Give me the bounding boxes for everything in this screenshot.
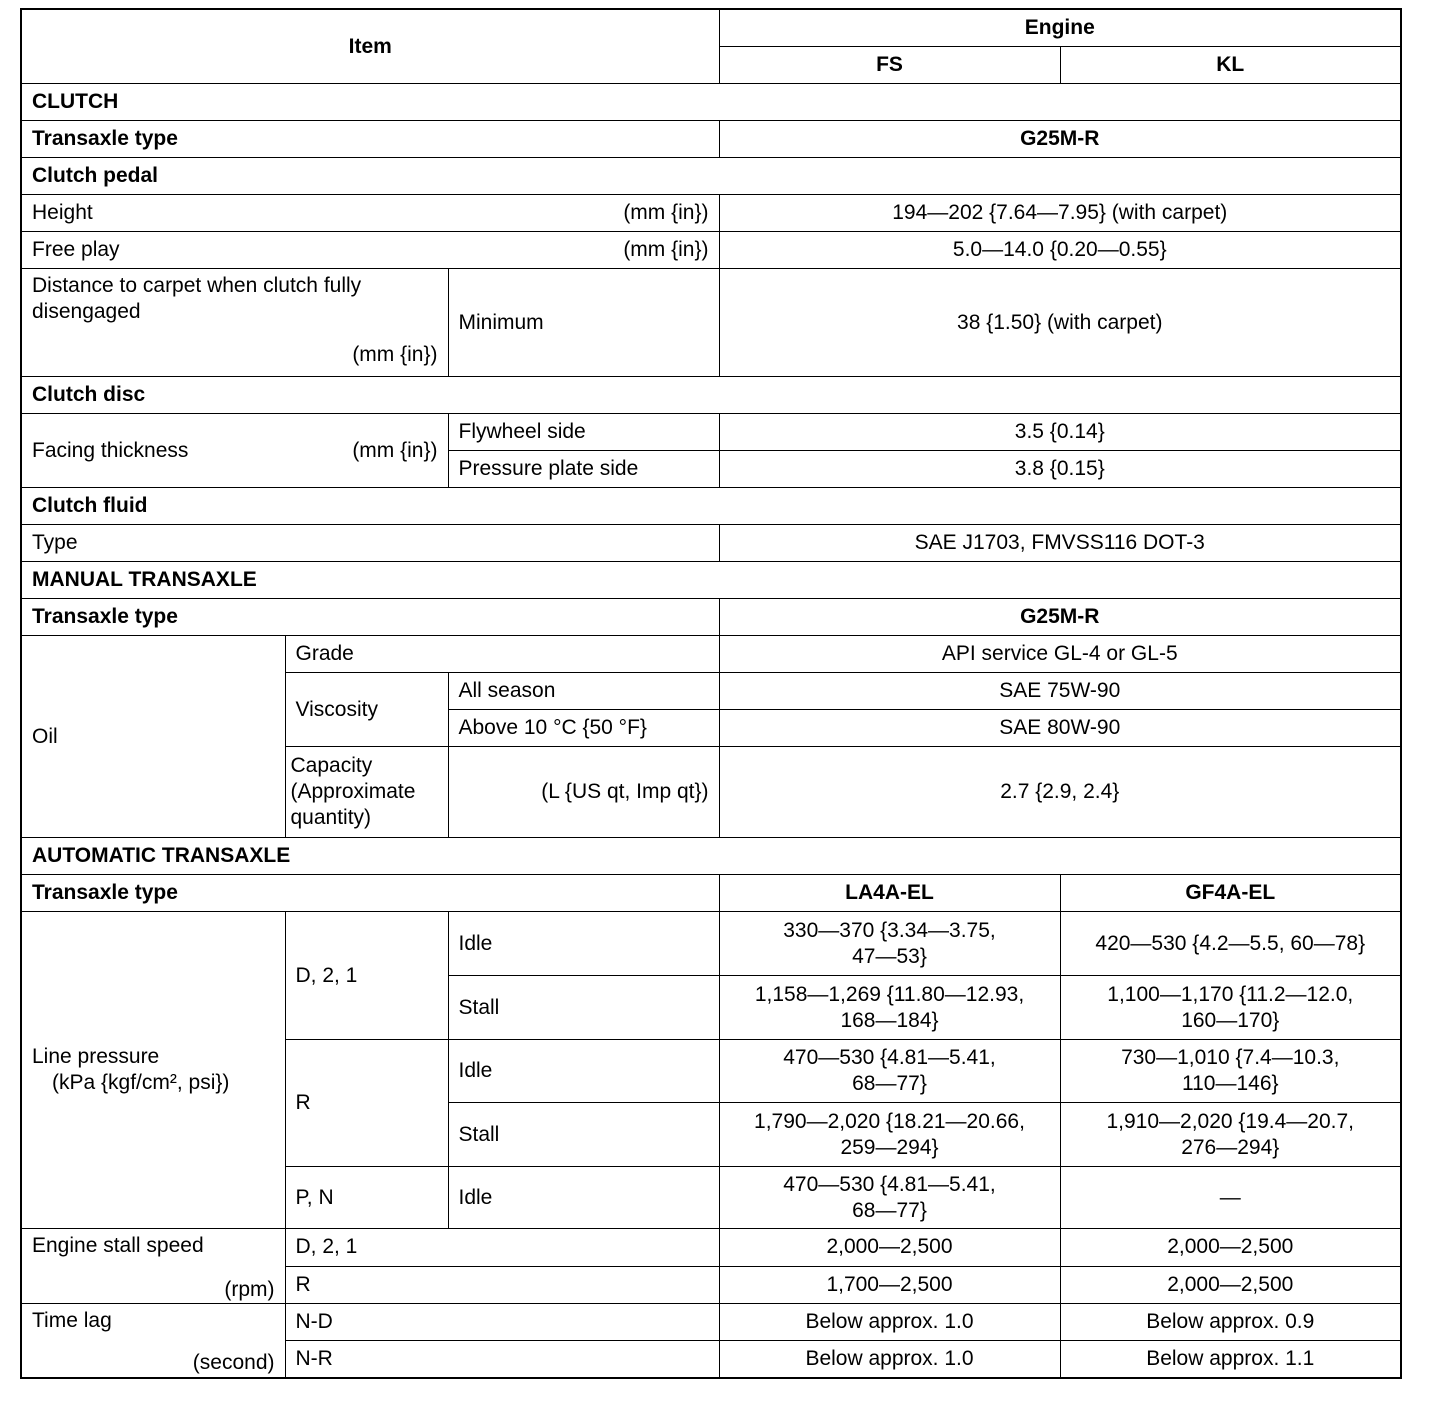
free-play-unit: (mm {in}) bbox=[623, 238, 709, 261]
manual-transaxle-type-label: Transaxle type bbox=[21, 599, 719, 636]
idle-label: Idle bbox=[448, 912, 719, 976]
clutch-pedal-heading: Clutch pedal bbox=[21, 158, 1401, 195]
nd-fs: Below approx. 1.0 bbox=[719, 1304, 1060, 1341]
stall-r-label: R bbox=[285, 1266, 719, 1304]
free-play-label: Free play bbox=[32, 238, 120, 261]
free-play-value: 5.0—14.0 {0.20—0.55} bbox=[719, 232, 1401, 269]
grade-label: Grade bbox=[285, 636, 719, 673]
time-lag-cell bbox=[21, 1304, 285, 1379]
distance-value: 38 {1.50} (with carpet) bbox=[719, 269, 1401, 377]
capacity-value: 2.7 {2.9, 2.4} bbox=[719, 747, 1401, 838]
d21-stall-fs: 1,158—1,269 {11.80—12.93, 168—184} bbox=[719, 976, 1060, 1040]
height-label: Height bbox=[32, 201, 93, 224]
pressure-plate-label: Pressure plate side bbox=[448, 451, 719, 488]
flywheel-side-value: 3.5 {0.14} bbox=[719, 414, 1401, 451]
idle-label: Idle bbox=[448, 1040, 719, 1103]
above-10c-label: Above 10 °C {50 °F} bbox=[448, 710, 719, 747]
manual-transaxle-type-value: G25M-R bbox=[719, 599, 1401, 636]
stall-d21-kl: 2,000—2,500 bbox=[1060, 1229, 1401, 1267]
time-lag-unit: (second) bbox=[192, 1351, 275, 1374]
d21-stall-kl: 1,100—1,170 {11.2—12.0, 160—170} bbox=[1060, 976, 1401, 1040]
item-header: Item bbox=[21, 9, 719, 84]
nd-kl: Below approx. 0.9 bbox=[1060, 1304, 1401, 1341]
clutch-fluid-heading: Clutch fluid bbox=[21, 488, 1401, 525]
transaxle-type-label: Transaxle type bbox=[21, 121, 719, 158]
stall-speed-label: Engine stall speed bbox=[32, 1234, 204, 1257]
fs-transaxle-type: LA4A-EL bbox=[719, 875, 1060, 912]
r-idle-kl: 730—1,010 {7.4—10.3, 110—146} bbox=[1060, 1040, 1401, 1103]
kl-header: KL bbox=[1060, 47, 1401, 84]
distance-label: Distance to carpet when clutch fully disengaged bbox=[32, 274, 362, 323]
stall-r-kl: 2,000—2,500 bbox=[1060, 1266, 1401, 1304]
facing-thickness-cell bbox=[21, 414, 448, 488]
stall-r-fs: 1,700—2,500 bbox=[719, 1266, 1060, 1304]
height-label-cell bbox=[21, 195, 719, 232]
stall-label: Stall bbox=[448, 1103, 719, 1167]
auto-transaxle-type-label: Transaxle type bbox=[21, 875, 719, 912]
oil-label: Oil bbox=[21, 636, 285, 838]
r-stall-kl: 1,910—2,020 {19.4—20.7, 276—294} bbox=[1060, 1103, 1401, 1167]
engine-header: Engine bbox=[719, 9, 1401, 47]
facing-unit: (mm {in}) bbox=[352, 438, 438, 462]
free-play-label-cell bbox=[21, 232, 719, 269]
r-idle-fs: 470—530 {4.81—5.41, 68—77} bbox=[719, 1040, 1060, 1103]
stall-d21-label: D, 2, 1 bbox=[285, 1229, 719, 1267]
pn-idle-fs: 470—530 {4.81—5.41, 68—77} bbox=[719, 1167, 1060, 1229]
section-clutch: CLUTCH bbox=[21, 84, 1401, 121]
facing-label: Facing thickness bbox=[32, 438, 189, 462]
line-pressure-cell bbox=[21, 912, 285, 1229]
line-pressure-unit: (kPa {kgf/cm², psi}) bbox=[52, 1071, 230, 1094]
flywheel-side-label: Flywheel side bbox=[448, 414, 719, 451]
nr-label: N-R bbox=[285, 1341, 719, 1379]
stall-speed-unit: (rpm) bbox=[224, 1278, 275, 1301]
height-value: 194—202 {7.64—7.95} (with carpet) bbox=[719, 195, 1401, 232]
grade-value: API service GL-4 or GL-5 bbox=[719, 636, 1401, 673]
fs-header: FS bbox=[719, 47, 1060, 84]
r-stall-fs: 1,790—2,020 {18.21—20.66, 259—294} bbox=[719, 1103, 1060, 1167]
fluid-type-value: SAE J1703, FMVSS116 DOT-3 bbox=[719, 525, 1401, 562]
capacity-label: Capacity (Approximate quantity) bbox=[285, 747, 448, 838]
distance-minimum: Minimum bbox=[448, 269, 719, 377]
distance-label-cell bbox=[21, 269, 448, 377]
transaxle-type-value: G25M-R bbox=[719, 121, 1401, 158]
d21-idle-kl: 420—530 {4.2—5.5, 60—78} bbox=[1060, 912, 1401, 976]
viscosity-label: Viscosity bbox=[285, 673, 448, 747]
d21-label: D, 2, 1 bbox=[285, 912, 448, 1040]
pn-label: P, N bbox=[285, 1167, 448, 1229]
above-10c-value: SAE 80W-90 bbox=[719, 710, 1401, 747]
nr-kl: Below approx. 1.1 bbox=[1060, 1341, 1401, 1379]
section-automatic-transaxle: AUTOMATIC TRANSAXLE bbox=[21, 838, 1401, 875]
kl-transaxle-type: GF4A-EL bbox=[1060, 875, 1401, 912]
pressure-plate-value: 3.8 {0.15} bbox=[719, 451, 1401, 488]
idle-label: Idle bbox=[448, 1167, 719, 1229]
nd-label: N-D bbox=[285, 1304, 719, 1341]
line-pressure-label: Line pressure bbox=[32, 1045, 160, 1068]
pn-idle-kl: — bbox=[1060, 1167, 1401, 1229]
time-lag-label: Time lag bbox=[32, 1309, 112, 1332]
stall-speed-cell bbox=[21, 1229, 285, 1304]
fluid-type-label: Type bbox=[21, 525, 719, 562]
r-label: R bbox=[285, 1040, 448, 1167]
height-unit: (mm {in}) bbox=[623, 201, 709, 224]
capacity-unit: (L {US qt, Imp qt}) bbox=[448, 747, 719, 838]
clutch-disc-heading: Clutch disc bbox=[21, 377, 1401, 414]
stall-label: Stall bbox=[448, 976, 719, 1040]
all-season-label: All season bbox=[448, 673, 719, 710]
d21-idle-fs: 330—370 {3.34—3.75, 47—53} bbox=[719, 912, 1060, 976]
all-season-value: SAE 75W-90 bbox=[719, 673, 1401, 710]
specifications-table bbox=[20, 8, 1402, 1379]
nr-fs: Below approx. 1.0 bbox=[719, 1341, 1060, 1379]
section-manual-transaxle: MANUAL TRANSAXLE bbox=[21, 562, 1401, 599]
stall-d21-fs: 2,000—2,500 bbox=[719, 1229, 1060, 1267]
distance-unit: (mm {in}) bbox=[352, 343, 438, 366]
